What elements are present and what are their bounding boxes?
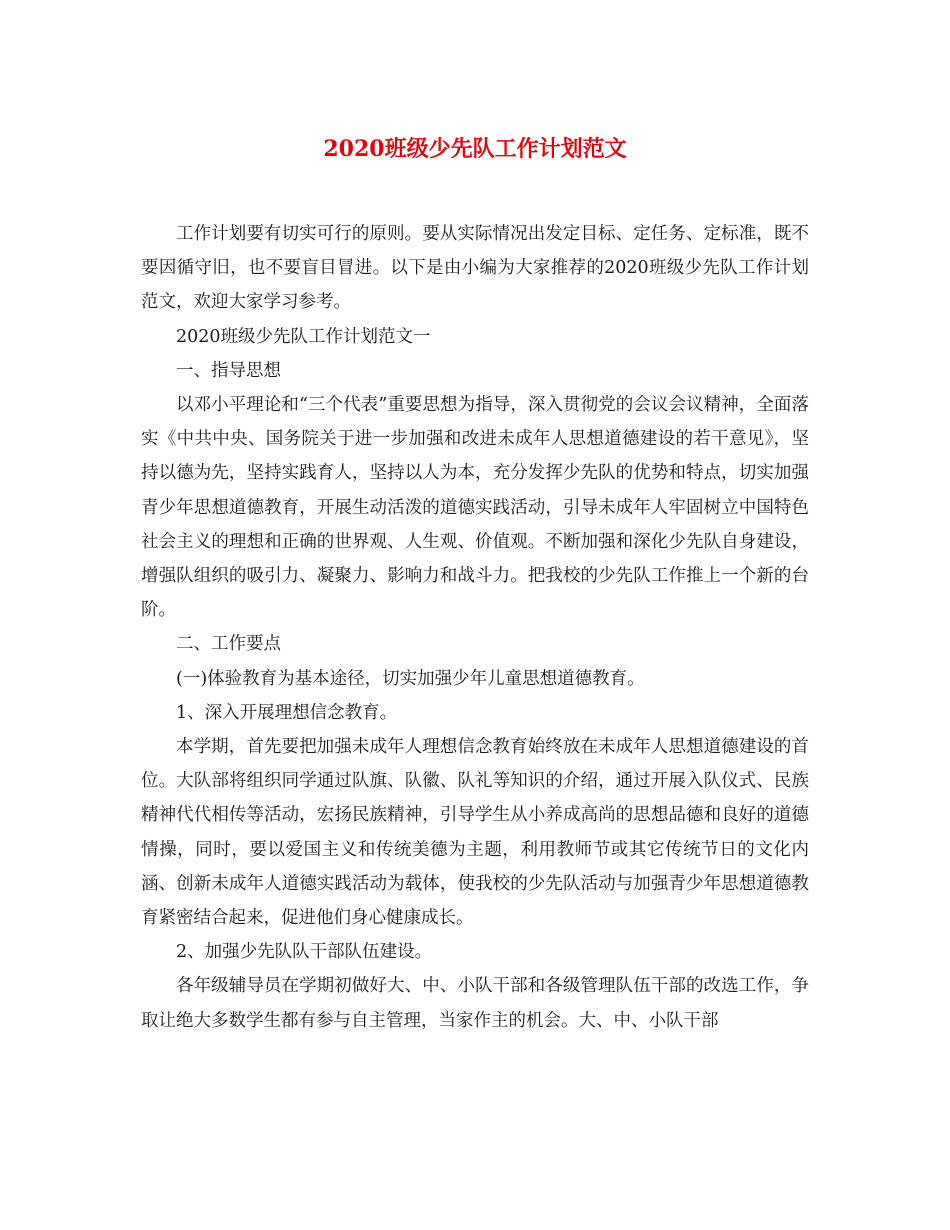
- section-heading-work-points: 二、工作要点: [176, 634, 281, 655]
- section-heading-sample-one: 2020班级少先队工作计划范文一: [176, 326, 431, 347]
- document-body: [141, 217, 809, 1038]
- paragraph-ideals-education: 本学期，首先要把加强未成年人理想信念教育始终放在未成年人思想道德建设的首位。大队部将组织同学通过队旗、队徽、队礼等知识的介绍，通过开展入队仪式、民族精神代代相传等活动，宏扬民族精神，引导学生从小养成高尚的思想品德和良好的道德情操，同时，要以爱国主义和传统美德为主题，利用教师节或其它传统节日的文化内涵、创新未成年人道德实践活动为载体，使我校的少先队活动与加强青少年思想道德教育紧密结合起来，促进他们身心健康成长。: [141, 737, 809, 929]
- item-heading-ideals-education: 1、深入开展理想信念教育。: [176, 702, 398, 723]
- paragraph-cadre-building: 各年级辅导员在学期初做好大、中、小队干部和各级管理队伍干部的改选工作，争取让绝大多数学生都有参与自主管理，当家作主的机会。大、中、小队干部: [141, 976, 809, 1031]
- document-title: 2020班级少先队工作计划范文: [323, 136, 627, 162]
- subheading-experience-education: (一)体验教育为基本途径，切实加强少年儿童思想道德教育。: [176, 668, 645, 689]
- paragraph-guiding-ideology: 以邓小平理论和“三个代表”重要思想为指导，深入贯彻党的会议会议精神，全面落实《中共中央、国务院关于进一步加强和改进未成年人思想道德建设的若干意见》，坚持以德为先，坚持实践育人，坚持以人为本，充分发挥少先队的优势和特点，切实加强青少年思想道德教育，开展生动活泼的道德实践活动，引导未成年人牢固树立中国特色社会主义的理想和正确的世界观、人生观、价值观。不断加强和深化少先队自身建设，增强队组织的吸引力、凝聚力、影响力和战斗力。把我校的少先队工作推上一个新的台阶。: [141, 395, 809, 621]
- item-heading-cadre-building: 2、加强少先队队干部队伍建设。: [176, 942, 433, 963]
- section-heading-guiding-ideology: 一、指导思想: [176, 360, 281, 381]
- paragraph-intro: 工作计划要有切实可行的原则。要从实际情况出发定目标、定任务、定标准，既不要因循守旧，也不要盲目冒进。以下是由小编为大家推荐的2020班级少先队工作计划范文，欢迎大家学习参考。: [141, 224, 809, 313]
